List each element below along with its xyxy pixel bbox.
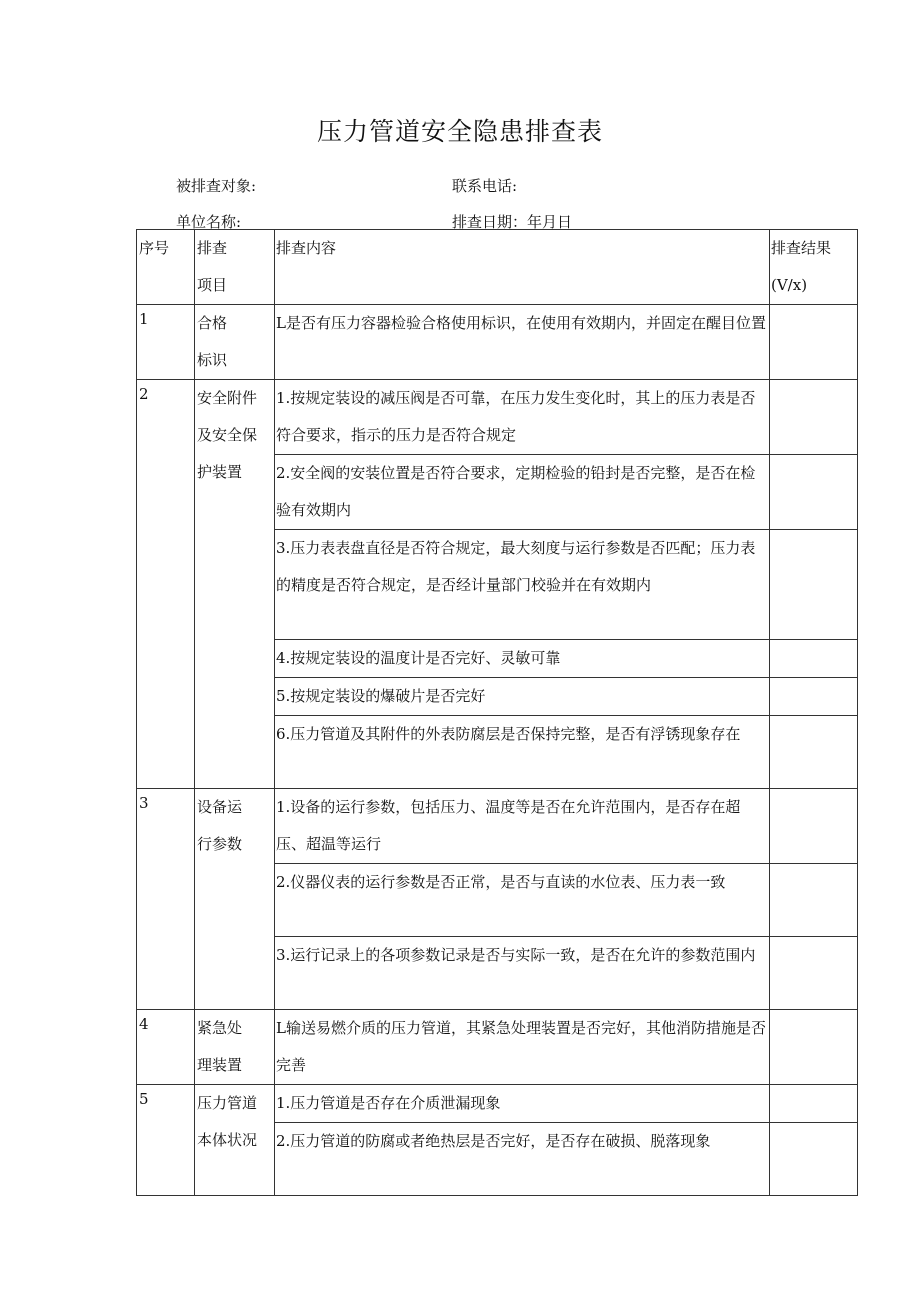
check-content [275, 937, 770, 1010]
check-content [275, 678, 770, 716]
check-content [275, 530, 770, 640]
date-label: 排查日期：年月日 [452, 213, 573, 231]
unit-label: 单位名称: [176, 213, 242, 231]
check-result-cell[interactable] [770, 937, 858, 1010]
check-result-cell[interactable] [770, 1123, 858, 1196]
check-content [275, 1010, 770, 1085]
check-content-text: L是否有压力容器检验合格使用标识，在使用有效期内，并固定在醒目位置 [276, 314, 766, 332]
table-row [137, 1085, 858, 1123]
check-content-text: 1.压力管道是否存在介质泄漏现象 [276, 1094, 501, 1112]
header-result-line2: (V/x) [771, 276, 808, 294]
check-result-cell[interactable] [770, 305, 858, 380]
table-row [137, 1010, 858, 1085]
check-result-cell[interactable] [770, 1010, 858, 1085]
check-result-cell[interactable] [770, 455, 858, 530]
check-content [275, 1085, 770, 1123]
header-row [137, 230, 858, 305]
header-num-text: 序号 [139, 239, 170, 257]
group-item-line: 压力管道 [197, 1094, 258, 1112]
check-content-text: L输送易燃介质的压力管道，其紧急处理装置是否完好，其他消防措施是否完善 [276, 1019, 766, 1074]
page-title: 压力管道安全隐患排查表 [316, 117, 603, 146]
header-item-line1: 排查 [197, 239, 228, 257]
check-content-text: 1.设备的运行参数，包括压力、温度等是否在允许范围内，是否存在超压、超温等运行 [276, 798, 741, 853]
header-result [770, 230, 858, 305]
check-content-text: 1.按规定装设的减压阀是否可靠，在压力发生变化时，其上的压力表是否符合要求，指示的压力是否符合规定 [276, 389, 756, 444]
header-content-text: 排查内容 [276, 239, 337, 257]
check-result-cell[interactable] [770, 1085, 858, 1123]
check-content-text: 3.压力表表盘直径是否符合规定，最大刻度与运行参数是否匹配；压力表的精度是否符合规定，是否经计量部门校验并在有效期内 [276, 539, 756, 594]
check-content-text: 6.压力管道及其附件的外表防腐层是否保持完整，是否有浮锈现象存在 [276, 725, 741, 743]
group-num-text: 2 [139, 385, 149, 403]
header-item-line2: 项目 [197, 276, 228, 294]
group-item-line: 标识 [197, 351, 228, 369]
check-result-cell[interactable] [770, 678, 858, 716]
group-num-text: 4 [139, 1015, 149, 1033]
check-content-text: 2.安全阀的安装位置是否符合要求，定期检验的铅封是否完整，是否在检验有效期内 [276, 464, 756, 519]
header-content [275, 230, 770, 305]
header-num [137, 230, 195, 305]
group-item [195, 1010, 275, 1085]
check-content [275, 305, 770, 380]
check-content [275, 380, 770, 455]
group-num [137, 1010, 195, 1085]
check-content-text: 3.运行记录上的各项参数记录是否与实际一致，是否在允许的参数范围内 [276, 946, 756, 964]
check-content [275, 716, 770, 789]
header-result-line1: 排查结果 [771, 239, 832, 257]
group-item-line: 安全附件 [197, 389, 258, 407]
check-content [275, 789, 770, 864]
table-row [137, 380, 858, 455]
check-result-cell[interactable] [770, 640, 858, 678]
group-num-text: 3 [139, 794, 149, 812]
check-content-text: 5.按规定装设的爆破片是否完好 [276, 687, 486, 705]
check-content [275, 455, 770, 530]
group-num [137, 380, 195, 789]
target-label: 被排查对象: [176, 177, 257, 195]
check-result-cell[interactable] [770, 530, 858, 640]
check-content-text: 2.仪器仪表的运行参数是否正常，是否与直读的水位表、压力表一致 [276, 873, 726, 891]
check-content [275, 640, 770, 678]
group-num-text: 5 [139, 1090, 149, 1108]
group-num [137, 1085, 195, 1196]
group-item-line: 行参数 [197, 835, 243, 853]
check-result-cell[interactable] [770, 864, 858, 937]
group-item-line: 护装置 [197, 463, 243, 481]
table-row [137, 305, 858, 380]
group-item-line: 紧急处 [197, 1019, 243, 1037]
group-item-line: 合格 [197, 314, 228, 332]
check-result-cell[interactable] [770, 716, 858, 789]
check-content [275, 1123, 770, 1196]
check-result-cell[interactable] [770, 380, 858, 455]
group-item [195, 1085, 275, 1196]
check-result-cell[interactable] [770, 789, 858, 864]
group-item-line: 本体状况 [197, 1131, 258, 1149]
table-row [137, 789, 858, 864]
group-item-line: 及安全保 [197, 426, 258, 444]
group-num-text: 1 [139, 310, 149, 328]
group-item-line: 设备运 [197, 798, 243, 816]
check-content [275, 864, 770, 937]
group-num [137, 305, 195, 380]
group-num [137, 789, 195, 1010]
phone-label: 联系电话: [452, 177, 518, 195]
inspection-table [136, 229, 858, 1196]
header-item [195, 230, 275, 305]
group-item [195, 789, 275, 1010]
group-item [195, 305, 275, 380]
check-content-text: 4.按规定装设的温度计是否完好、灵敏可靠 [276, 649, 561, 667]
group-item [195, 380, 275, 789]
group-item-line: 理装置 [197, 1056, 243, 1074]
check-content-text: 2.压力管道的防腐或者绝热层是否完好，是否存在破损、脱落现象 [276, 1132, 711, 1150]
